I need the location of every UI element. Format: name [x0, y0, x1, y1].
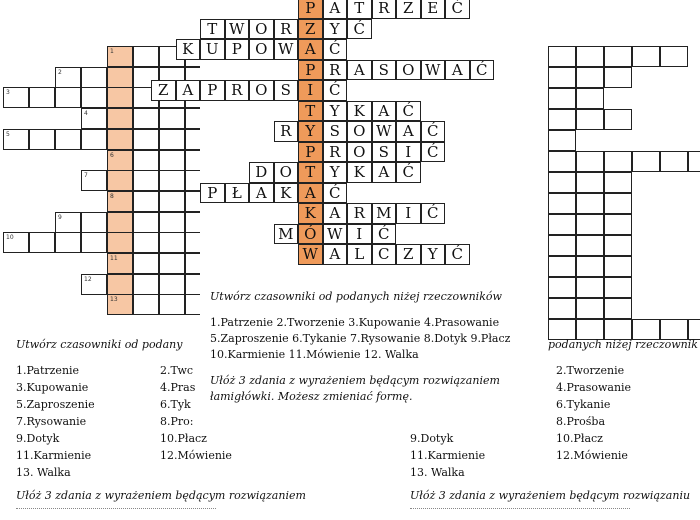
clue-number: 11 [110, 255, 118, 262]
back-left-grid-cell [107, 46, 133, 67]
back-left-grid-cell [81, 232, 107, 253]
back-left-grid-cell [29, 129, 55, 150]
letter-cell: K [274, 183, 299, 204]
back-left-item: 11.Karmienie [16, 449, 92, 462]
letter-cell: Ć [347, 19, 372, 40]
letter-cell: W [274, 39, 299, 60]
solution-letter-cell: T [298, 162, 323, 183]
clue-number: 9 [58, 213, 62, 221]
back-right-grid-cell [604, 235, 632, 256]
back-right-grid-cell [604, 298, 632, 319]
letter-cell: K [347, 101, 372, 122]
back-left-grid-cell [133, 46, 159, 67]
letter-cell: P [200, 183, 225, 204]
letter-cell: R [274, 19, 299, 40]
letter-cell: A [323, 203, 348, 224]
back-left-item: 12.Mówienie [160, 449, 232, 462]
letter-cell: K [176, 39, 201, 60]
letter-cell: I [347, 224, 372, 245]
back-right-grid-cell [548, 298, 576, 319]
letter-cell: O [274, 162, 299, 183]
back-right-grid-cell [576, 172, 604, 193]
back-left-grid-cell [133, 232, 159, 253]
letter-cell: A [445, 60, 470, 81]
back-left-grid-cell [55, 232, 81, 253]
back-right-grid-cell [660, 151, 688, 172]
solution-letter-cell: Z [298, 19, 323, 40]
solution-letter-cell: T [298, 101, 323, 122]
back-left-grid-cell [159, 294, 185, 315]
back-right-grid-cell [632, 46, 660, 67]
back-left-instruction: Utwórz czasowniki od podany [16, 338, 183, 351]
letter-cell: K [347, 162, 372, 183]
back-left-grid-cell [133, 294, 159, 315]
back-left-grid-cell [159, 129, 185, 150]
back-right-grid-cell [688, 151, 700, 172]
back-right-grid-cell [604, 319, 632, 340]
letter-cell: Z [396, 244, 421, 265]
back-left-grid-cell [107, 232, 133, 253]
back-right-grid-cell [604, 67, 632, 88]
letter-cell: R [323, 142, 348, 163]
back-left-grid-cell [133, 170, 159, 191]
back-right-grid-cell [548, 277, 576, 298]
cutoff-line-left [16, 508, 216, 515]
letter-cell: Y [323, 19, 348, 40]
letter-cell: S [372, 142, 397, 163]
back-left-grid-cell [133, 108, 159, 129]
back-left-grid-cell [133, 191, 159, 212]
letter-cell: C [372, 244, 397, 265]
letter-cell: Ć [421, 203, 446, 224]
solution-letter-cell: W [298, 244, 323, 265]
letter-cell: O [249, 80, 274, 101]
letter-cell: M [274, 224, 299, 245]
back-left-item: 9.Dotyk [16, 432, 60, 445]
back-right-grid-cell [576, 235, 604, 256]
solution-letter-cell: K [298, 203, 323, 224]
letter-cell: Ć [372, 224, 397, 245]
back-right-grid-cell [604, 256, 632, 277]
back-right-grid-cell [548, 46, 576, 67]
back-right-item: 8.Prośba [556, 415, 606, 428]
letter-cell: M [372, 203, 397, 224]
letter-cell: U [200, 39, 225, 60]
back-left-grid-cell [107, 108, 133, 129]
letter-cell: O [249, 19, 274, 40]
letter-cell: Ć [421, 121, 446, 142]
back-right-grid-cell [576, 256, 604, 277]
letter-cell: A [396, 121, 421, 142]
letter-cell: A [249, 183, 274, 204]
letter-cell: Y [323, 162, 348, 183]
back-left-grid-cell [3, 232, 29, 253]
back-right-grid-cell [576, 67, 604, 88]
front-task-line-1: Ułóż 3 zdania z wyrażeniem będącym rozwiązaniem [210, 374, 500, 387]
back-right-grid-cell [548, 88, 576, 109]
back-right-grid-cell [548, 151, 576, 172]
letter-cell: A [323, 244, 348, 265]
front-task-line-2: łamigłówki. Możesz zmieniać formę. [210, 390, 413, 403]
back-right-grid-cell [632, 319, 660, 340]
back-right-grid-cell [548, 214, 576, 235]
back-left-grid-cell [133, 212, 159, 233]
letter-cell: W [225, 19, 250, 40]
back-left-grid-cell [159, 108, 185, 129]
clue-number: 3 [6, 89, 10, 97]
back-right-item: 9.Dotyk [410, 432, 454, 445]
front-nouns-line-2: 5.Zaproszenie 6.Tykanie 7.Rysowanie 8.Dotyk 9.Płacz [210, 332, 511, 345]
back-right-grid-cell [548, 109, 576, 130]
back-left-grid-cell [81, 108, 107, 129]
letter-cell: S [274, 80, 299, 101]
back-left-grid-cell [159, 274, 185, 295]
clue-number: 1 [110, 48, 114, 55]
back-left-item: 6.Tyk [160, 398, 191, 411]
solution-letter-cell: P [298, 60, 323, 81]
letter-cell: O [396, 60, 421, 81]
solution-letter-cell: Y [298, 121, 323, 142]
letter-cell: Ć [323, 80, 348, 101]
front-nouns-line-3: 10.Karmienie 11.Mówienie 12. Walka [210, 348, 419, 361]
back-left-grid-cell [107, 170, 133, 191]
letter-cell: O [249, 39, 274, 60]
back-right-item: 4.Prasowanie [556, 381, 632, 394]
letter-cell: W [421, 60, 446, 81]
letter-cell: Y [323, 101, 348, 122]
letter-cell: S [323, 121, 348, 142]
back-left-grid-cell [107, 129, 133, 150]
back-left-item: 3.Kupowanie [16, 381, 89, 394]
back-left-grid-cell [81, 274, 107, 295]
back-left-grid-cell [159, 191, 185, 212]
back-left-item: 4.Pras [160, 381, 196, 394]
letter-cell: Ć [421, 142, 446, 163]
back-right-item: 10.Płacz [556, 432, 603, 445]
letter-cell: R [323, 60, 348, 81]
back-left-grid-cell [29, 232, 55, 253]
back-right-grid-cell [576, 46, 604, 67]
back-right-task: Ułóż 3 zdania z wyrażeniem będącym rozwiązaniu [410, 489, 691, 502]
letter-cell: Z [396, 0, 421, 19]
letter-cell: S [372, 60, 397, 81]
back-right-item: 2.Tworzenie [556, 364, 625, 377]
letter-cell: Ć [470, 60, 495, 81]
back-right-grid-cell [688, 319, 700, 340]
clue-number: 10 [6, 234, 14, 242]
back-right-grid-cell [576, 214, 604, 235]
front-nouns-line-1: 1.Patrzenie 2.Tworzenie 3.Kupowanie 4.Prasowanie [210, 316, 500, 329]
back-right-item: 11.Karmienie [410, 449, 486, 462]
solution-letter-cell: P [298, 142, 323, 163]
back-right-grid-cell [548, 256, 576, 277]
letter-cell: Ć [323, 39, 348, 60]
back-right-grid-cell [576, 151, 604, 172]
back-right-grid-cell [576, 298, 604, 319]
letter-cell: Z [151, 80, 176, 101]
back-left-grid-cell [107, 274, 133, 295]
back-left-grid-cell [107, 67, 133, 88]
back-left-grid-cell [55, 129, 81, 150]
back-left-grid-cell [159, 232, 185, 253]
back-left-grid-cell [81, 170, 107, 191]
solution-letter-cell: A [298, 39, 323, 60]
back-left-grid-cell [81, 212, 107, 233]
back-left-item: 1.Patrzenie [16, 364, 80, 377]
back-left-grid-cell [133, 274, 159, 295]
back-left-item: 2.Twc [160, 364, 194, 377]
letter-cell: P [200, 80, 225, 101]
letter-cell: O [347, 142, 372, 163]
back-right-grid-cell [660, 319, 688, 340]
letter-cell: Ć [323, 183, 348, 204]
cutoff-line-right [410, 508, 630, 515]
back-right-grid-cell [548, 319, 576, 340]
letter-cell: R [274, 121, 299, 142]
back-left-grid-cell [107, 87, 133, 108]
back-right-grid-cell [548, 235, 576, 256]
back-right-grid-cell [660, 46, 688, 67]
clue-number: 12 [84, 275, 92, 283]
back-right-grid-cell [604, 151, 632, 172]
letter-cell: E [421, 0, 446, 19]
clue-number: 13 [110, 296, 118, 304]
solution-letter-cell: Ó [298, 224, 323, 245]
back-left-grid-cell [159, 253, 185, 274]
letter-cell: R [347, 203, 372, 224]
back-left-grid-cell [107, 191, 133, 212]
letter-cell: L [347, 244, 372, 265]
clue-number: 7 [84, 172, 88, 180]
letter-cell: A [372, 101, 397, 122]
back-left-item: 8.Pro: [160, 415, 194, 428]
clue-number: 2 [58, 68, 62, 76]
back-left-grid-cell [133, 150, 159, 171]
back-left-task: Ułóż 3 zdania z wyrażeniem będącym rozwiązaniem [16, 489, 306, 502]
back-left-item: 7.Rysowanie [16, 415, 87, 428]
back-left-grid-cell [3, 129, 29, 150]
solution-letter-cell: I [298, 80, 323, 101]
letter-cell: P [225, 39, 250, 60]
back-left-grid-cell [159, 212, 185, 233]
letter-cell: Ć [445, 0, 470, 19]
back-left-grid-cell [159, 150, 185, 171]
letter-cell: D [249, 162, 274, 183]
back-right-grid-cell [604, 109, 632, 130]
back-left-grid-cell [81, 129, 107, 150]
back-right-grid-cell [548, 67, 576, 88]
back-left-grid-cell [133, 253, 159, 274]
back-right-item: 6.Tykanie [556, 398, 611, 411]
back-left-grid-cell [29, 87, 55, 108]
back-right-grid-cell [576, 193, 604, 214]
letter-cell: Ł [225, 183, 250, 204]
back-right-grid-cell [632, 151, 660, 172]
back-right-grid-cell [576, 109, 604, 130]
letter-cell: I [396, 142, 421, 163]
back-left-grid-cell [55, 87, 81, 108]
back-right-grid-cell [576, 277, 604, 298]
back-left-item: 5.Zaproszenie [16, 398, 95, 411]
back-left-grid-cell [55, 67, 81, 88]
back-left-grid-cell [159, 170, 185, 191]
letter-cell: T [347, 0, 372, 19]
back-left-grid-cell [107, 212, 133, 233]
back-left-grid-cell [81, 87, 107, 108]
back-right-grid-cell [548, 130, 576, 151]
back-right-grid-cell [604, 172, 632, 193]
back-left-grid-cell [133, 129, 159, 150]
letter-cell: W [372, 121, 397, 142]
back-right-grid-cell [604, 277, 632, 298]
back-right-grid-cell [604, 214, 632, 235]
letter-cell: Ć [445, 244, 470, 265]
letter-cell: W [323, 224, 348, 245]
back-right-grid-cell [604, 46, 632, 67]
back-right-grid-cell [548, 193, 576, 214]
solution-letter-cell: P [298, 0, 323, 19]
back-left-grid-cell [55, 212, 81, 233]
letter-cell: Y [421, 244, 446, 265]
letter-cell: A [323, 0, 348, 19]
back-left-grid-cell [107, 253, 133, 274]
back-left-grid-cell [81, 67, 107, 88]
letter-cell: I [396, 203, 421, 224]
back-right-grid-cell [604, 193, 632, 214]
letter-cell: A [176, 80, 201, 101]
back-left-grid-cell [3, 87, 29, 108]
back-left-grid-cell [107, 150, 133, 171]
back-right-item: 13. Walka [410, 466, 465, 479]
back-right-grid-cell [548, 172, 576, 193]
back-left-item: 10.Płacz [160, 432, 207, 445]
letter-cell: Ć [396, 101, 421, 122]
clue-number: 4 [84, 110, 88, 118]
letter-cell: R [372, 0, 397, 19]
front-instruction: Utwórz czasowniki od podanych niżej rzeczowników [210, 290, 502, 303]
back-left-grid-cell [107, 294, 133, 315]
clue-number: 6 [110, 151, 114, 159]
letter-cell: A [372, 162, 397, 183]
back-right-grid-cell [576, 88, 604, 109]
letter-cell: R [225, 80, 250, 101]
back-right-item: 12.Mówienie [556, 449, 628, 462]
back-right-instruction: podanych niżej rzeczownik [548, 338, 698, 351]
back-left-item: 13. Walka [16, 466, 71, 479]
back-right-grid-cell [576, 319, 604, 340]
letter-cell: T [200, 19, 225, 40]
clue-number: 5 [6, 130, 10, 138]
clue-number: 8 [110, 192, 114, 200]
letter-cell: A [347, 60, 372, 81]
letter-cell: O [347, 121, 372, 142]
letter-cell: Ć [396, 162, 421, 183]
solution-letter-cell: A [298, 183, 323, 204]
